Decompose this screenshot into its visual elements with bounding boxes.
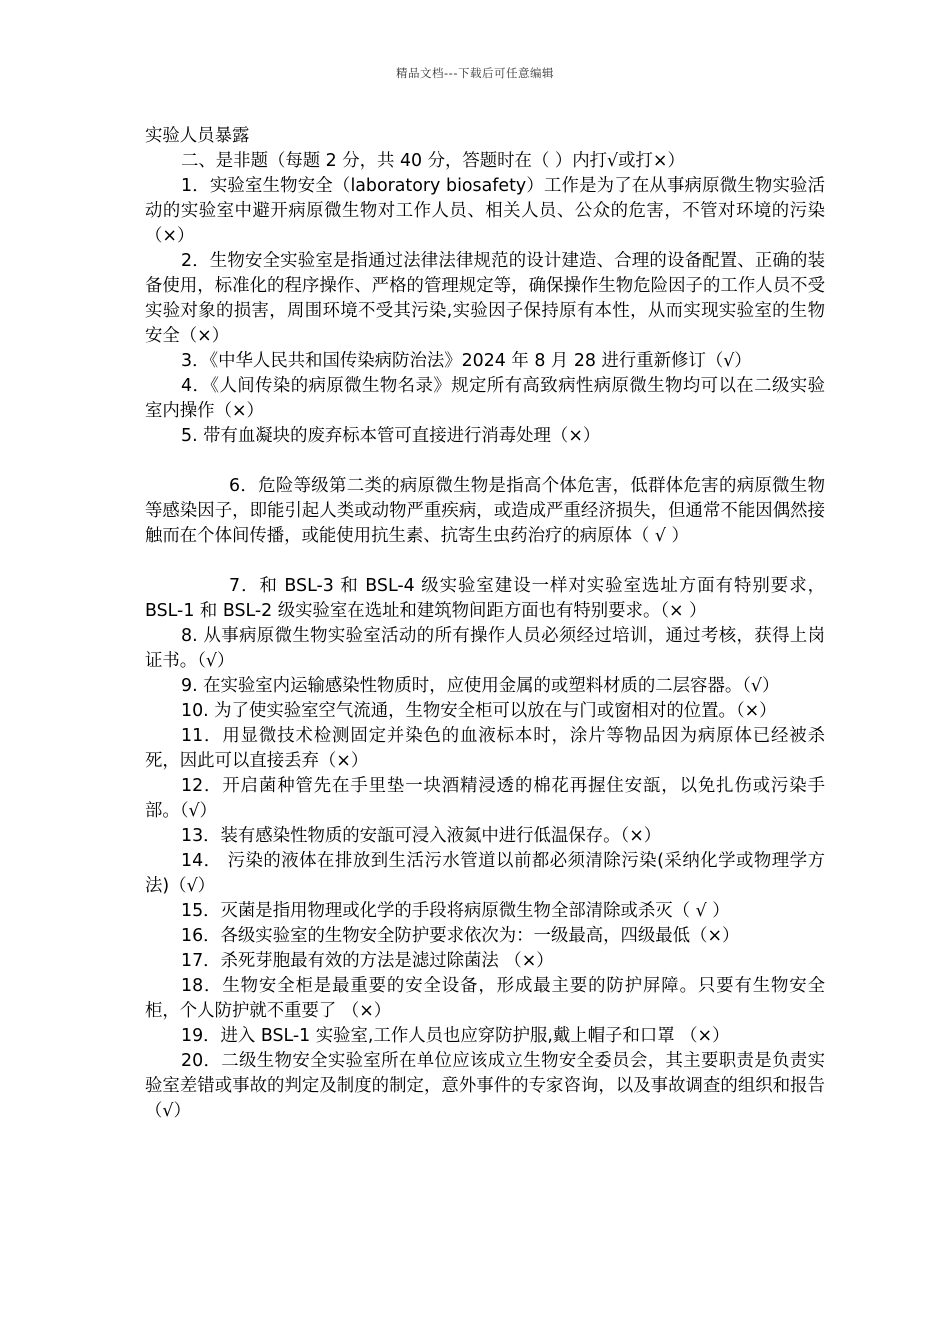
question-7: 7．和 BSL-3 和 BSL-4 级实验室建设一样对实验室选址方面有特别要求，BSL-1 和 BSL-2 级实验室在选址和建筑物间距方面也有特别要求。（× ） (145, 576, 825, 621)
question-19: 19．进入 BSL-1 实验室,工作人员也应穿防护服,戴上帽子和口罩 （×） (181, 1026, 730, 1046)
question-9: 9. 在实验室内运输感染性物质时，应使用金属的或塑料材质的二层容器。（√） (181, 676, 780, 696)
page-header: 精品文档---下载后可任意编辑 (396, 66, 554, 80)
question-16: 16．各级实验室的生物安全防护要求依次为：一级最高，四级最低（×） (181, 926, 740, 946)
question-17: 17．杀死芽胞最有效的方法是滤过除菌法 （×） (181, 951, 554, 971)
question-3: 3．《中华人民共和国传染病防治法》2024 年 8 月 28 进行重新修订（√） (181, 351, 752, 371)
question-15: 15．灭菌是指用物理或化学的手段将病原微生物全部清除或杀灭（ √ ） (181, 901, 730, 921)
question-11: 11．用显微技术检测固定并染色的血液标本时，涂片等物品因为病原体已经被杀死，因此可以直接丢弃（×） (145, 726, 825, 771)
question-6: 6．危险等级第二类的病原微生物是指高个体危害，低群体危害的病原微生物等感染因子，即能引起人类或动物严重疾病，或造成严重经济损失，但通常不能因偶然接触而在个体间传播，或能使用抗生素、抗寄生虫药治疗的病原体（ √ ） (145, 476, 825, 546)
question-2: 2．生物安全实验室是指通过法律法律规范的设计建造、合理的设备配置、正确的装备使用，标准化的程序操作、严格的管理规定等，确保操作生物危险因子的工作人员不受实验对象的损害，周围环境不受其污染,实验因子保持原有本性，从而实现实验室的生物安全（×） (145, 251, 825, 346)
question-14: 14． 污染的液体在排放到生活污水管道以前都必须清除污染(采纳化学或物理学方法)（√） (145, 851, 825, 896)
blank-line (145, 549, 825, 574)
blank-line (145, 449, 825, 474)
section-heading: 二、是非题（每题 2 分，共 40 分，答题时在（ ）内打√或打×） (181, 151, 685, 171)
question-5: 5. 带有血凝块的废弃标本管可直接进行消毒处理（×） (181, 426, 601, 446)
question-10: 10. 为了使实验室空气流通，生物安全柜可以放在与门或窗相对的位置。（×） (181, 701, 777, 721)
paragraph-continuation: 实验人员暴露 (145, 126, 250, 146)
question-4: 4．《人间传染的病原微生物名录》规定所有高致病性病原微生物均可以在二级实验室内操作（×） (145, 376, 825, 421)
question-20: 20．二级生物安全实验室所在单位应该成立生物安全委员会，其主要职责是负责实验室差错或事故的判定及制度的制定，意外事件的专家咨询，以及事故调查的组织和报告（√） (145, 1051, 825, 1121)
question-18: 18．生物安全柜是最重要的安全设备，形成最主要的防护屏障。只要有生物安全柜，个人防护就不重要了 （×） (145, 976, 825, 1021)
question-8: 8. 从事病原微生物实验室活动的所有操作人员必须经过培训，通过考核，获得上岗证书。（√） (145, 626, 825, 671)
question-1: 1．实验室生物安全（laboratory biosafety）工作是为了在从事病原微生物实验活动的实验室中避开病原微生物对工作人员、相关人员、公众的危害，不管对环境的污染（×） (145, 176, 825, 246)
document-body (145, 124, 825, 1124)
question-12: 12．开启菌种管先在手里垫一块酒精浸透的棉花再握住安瓿，以免扎伤或污染手部。（√） (145, 776, 825, 821)
question-13: 13．装有感染性物质的安瓿可浸入液氮中进行低温保存。（×） (181, 826, 662, 846)
